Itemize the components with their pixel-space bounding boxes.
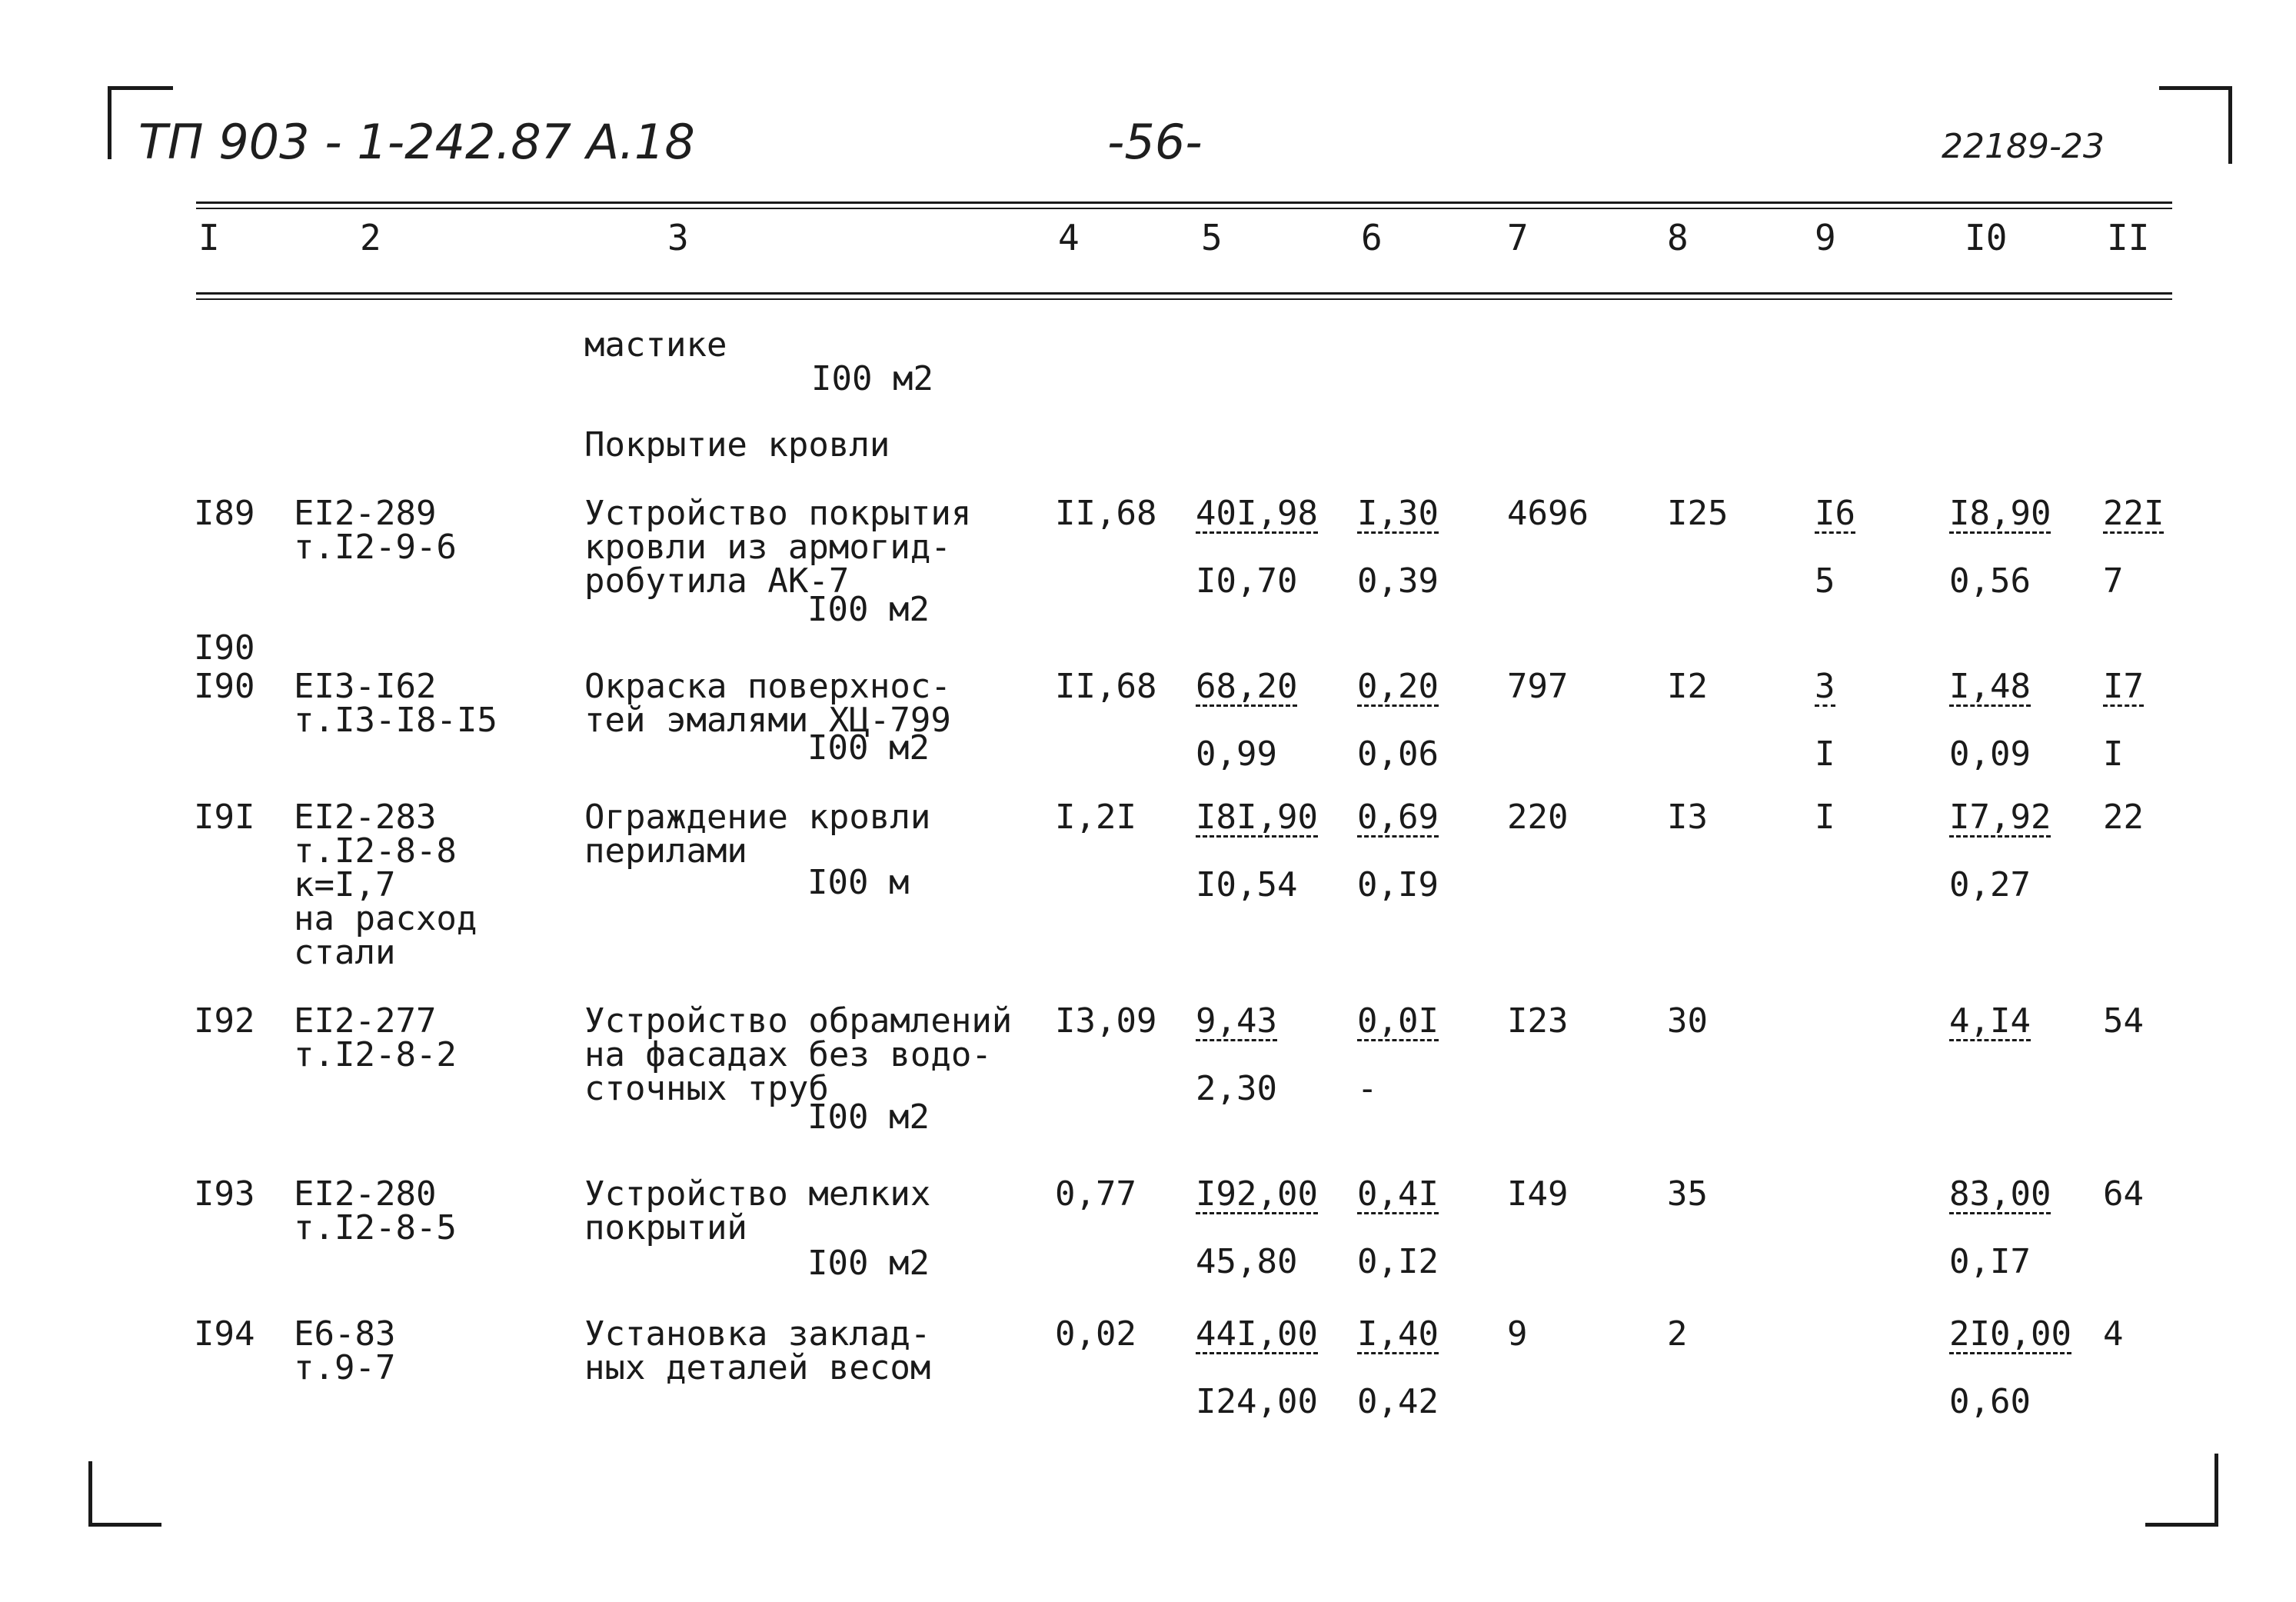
section-title: Покрытие кровли (584, 425, 890, 465)
row-code-line: т.I3-I8-I5 (294, 701, 497, 740)
row-code-line: EI2-283 (294, 798, 437, 837)
row-description-line: на фасадах без водо- (584, 1035, 992, 1074)
row-c9-top: 3 (1815, 667, 1835, 706)
frame-corner-bottom-left (88, 1461, 161, 1527)
row-c6-bottom: 0,I2 (1357, 1242, 1439, 1281)
column-header-11: II (2107, 217, 2150, 258)
row-code-line: EI2-280 (294, 1174, 437, 1214)
row-unit: I00 м2 (807, 728, 930, 768)
row-c5-bottom: 2,30 (1196, 1069, 1277, 1108)
row-col4: II,68 (1055, 667, 1157, 706)
sheet-code: 22189-23 (1942, 127, 2105, 166)
row-c5-top: 68,20 (1196, 667, 1298, 706)
row-unit: I00 м (807, 863, 910, 902)
header-rule-bottom-2 (196, 298, 2172, 300)
row-description-line: Установка заклад- (584, 1314, 931, 1354)
row-c11-top: I7 (2103, 667, 2144, 706)
row-col8: I25 (1667, 494, 1729, 533)
column-header-9: 9 (1815, 217, 1836, 258)
row-c10-top: I8,90 (1949, 494, 2051, 533)
row-c11-top: 64 (2103, 1174, 2144, 1214)
row-c6-top: 0,0I (1357, 1001, 1439, 1041)
row-c5-bottom: I0,54 (1196, 865, 1298, 904)
row-description-line: кровли из армогид- (584, 528, 951, 567)
column-header-6: 6 (1361, 217, 1383, 258)
row-c10-bottom: 0,27 (1949, 865, 2031, 904)
row-description-line: Устройство покрытия (584, 494, 972, 533)
row-c9-bottom: 5 (1815, 561, 1835, 601)
row-col7: 9 (1507, 1314, 1528, 1354)
row-c6-top: 0,20 (1357, 667, 1439, 706)
row-c6-bottom: 0,I9 (1357, 865, 1439, 904)
row-description-line: ных деталей весом (584, 1348, 931, 1387)
header-rule-bottom (196, 292, 2172, 295)
row-number: I89 (194, 494, 255, 533)
row-c6-bottom: - (1357, 1069, 1378, 1108)
row-c6-bottom: 0,06 (1357, 734, 1439, 774)
row-c9-bottom: I (1815, 734, 1835, 774)
row-c10-top: I7,92 (1949, 798, 2051, 837)
row-code-line: т.I2-9-6 (294, 528, 457, 567)
row-description-line: тей эмалями ХЦ-799 (584, 701, 951, 740)
row-number-extra: I90 (194, 628, 255, 668)
row-c6-top: I,30 (1357, 494, 1439, 533)
row-code-line: E6-83 (294, 1314, 396, 1354)
continuation-unit: I00 м2 (811, 359, 933, 398)
row-c5-top: 9,43 (1196, 1001, 1277, 1041)
page-number: -56- (1107, 114, 1203, 170)
row-code-line: к=I,7 (294, 865, 396, 904)
row-c6-bottom: 0,42 (1357, 1382, 1439, 1421)
row-c10-top: 83,00 (1949, 1174, 2051, 1214)
row-description-line: сточных труб (584, 1069, 829, 1108)
column-header-8: 8 (1667, 217, 1689, 258)
row-c10-top: 2I0,00 (1949, 1314, 2071, 1354)
row-code-line: EI2-289 (294, 494, 437, 533)
column-header-3: 3 (667, 217, 689, 258)
row-c11-top: 54 (2103, 1001, 2144, 1041)
row-col8: I2 (1667, 667, 1708, 706)
column-header-7: 7 (1507, 217, 1529, 258)
row-c11-top: 4 (2103, 1314, 2124, 1354)
row-description-line: Ограждение кровли (584, 798, 931, 837)
row-c5-top: 44I,00 (1196, 1314, 1318, 1354)
column-header-2: 2 (360, 217, 381, 258)
column-header-5: 5 (1201, 217, 1223, 258)
row-unit: I00 м2 (807, 1097, 930, 1137)
row-code-line: т.I2-8-2 (294, 1035, 457, 1074)
row-c10-bottom: 0,09 (1949, 734, 2031, 774)
row-col7: I49 (1507, 1174, 1569, 1214)
row-description-line: Устройство обрамлений (584, 1001, 1013, 1041)
row-code-line: т.I2-8-5 (294, 1208, 457, 1247)
row-c10-bottom: 0,I7 (1949, 1242, 2031, 1281)
row-c11-top: 22I (2103, 494, 2165, 533)
row-number: I92 (194, 1001, 255, 1041)
row-col7: 797 (1507, 667, 1569, 706)
row-c9-top: I6 (1815, 494, 1855, 533)
row-col4: I,2I (1055, 798, 1136, 837)
row-c11-top: 22 (2103, 798, 2144, 837)
row-description-line: робутила АК-7 (584, 561, 850, 601)
row-col7: 4696 (1507, 494, 1589, 533)
row-col4: 0,02 (1055, 1314, 1136, 1354)
row-number: I9I (194, 798, 255, 837)
row-c6-top: I,40 (1357, 1314, 1439, 1354)
row-description-line: перилами (584, 831, 747, 871)
row-col7: I23 (1507, 1001, 1569, 1041)
column-header-1: I (198, 217, 220, 258)
header-rule-top (196, 201, 2172, 204)
header-rule-top-2 (196, 208, 2172, 209)
row-c10-bottom: 0,60 (1949, 1382, 2031, 1421)
row-code-line: т.I2-8-8 (294, 831, 457, 871)
row-unit: I00 м2 (807, 1244, 930, 1283)
column-header-4: 4 (1058, 217, 1080, 258)
row-code-line: стали (294, 933, 396, 972)
row-code-line: на расход (294, 899, 478, 938)
row-number: I90 (194, 667, 255, 706)
row-description-line: покрытий (584, 1208, 747, 1247)
column-header-10: I0 (1965, 217, 2008, 258)
row-c6-bottom: 0,39 (1357, 561, 1439, 601)
row-c11-bottom: I (2103, 734, 2124, 774)
row-description-line: Устройство мелких (584, 1174, 931, 1214)
row-c6-top: 0,4I (1357, 1174, 1439, 1214)
row-col8: 35 (1667, 1174, 1708, 1214)
row-number: I94 (194, 1314, 255, 1354)
row-number: I93 (194, 1174, 255, 1214)
row-c10-top: I,48 (1949, 667, 2031, 706)
row-col4: I3,09 (1055, 1001, 1157, 1041)
row-description-line: Окраска поверхнос- (584, 667, 951, 706)
row-c11-bottom: 7 (2103, 561, 2124, 601)
row-col8: I3 (1667, 798, 1708, 837)
row-unit: I00 м2 (807, 590, 930, 629)
row-code-line: т.9-7 (294, 1348, 396, 1387)
row-c5-bottom: 0,99 (1196, 734, 1277, 774)
frame-corner-bottom-right (2145, 1454, 2218, 1527)
row-c5-top: I92,00 (1196, 1174, 1318, 1214)
row-col7: 220 (1507, 798, 1569, 837)
row-col4: 0,77 (1055, 1174, 1136, 1214)
frame-corner-top-right (2159, 86, 2232, 164)
row-col4: II,68 (1055, 494, 1157, 533)
row-col8: 2 (1667, 1314, 1688, 1354)
row-code-line: EI2-277 (294, 1001, 437, 1041)
row-c5-bottom: 45,80 (1196, 1242, 1298, 1281)
row-c6-top: 0,69 (1357, 798, 1439, 837)
row-c5-top: 40I,98 (1196, 494, 1318, 533)
document-code: ТП 903 - 1-242.87 А.18 (138, 114, 695, 170)
row-c5-top: I8I,90 (1196, 798, 1318, 837)
row-c5-bottom: I0,70 (1196, 561, 1298, 601)
row-col8: 30 (1667, 1001, 1708, 1041)
row-c9-top: I (1815, 798, 1835, 837)
row-c10-bottom: 0,56 (1949, 561, 2031, 601)
row-code-line: EI3-I62 (294, 667, 437, 706)
continuation-text: мастике (584, 325, 727, 365)
row-c5-bottom: I24,00 (1196, 1382, 1318, 1421)
row-c10-top: 4,I4 (1949, 1001, 2031, 1041)
